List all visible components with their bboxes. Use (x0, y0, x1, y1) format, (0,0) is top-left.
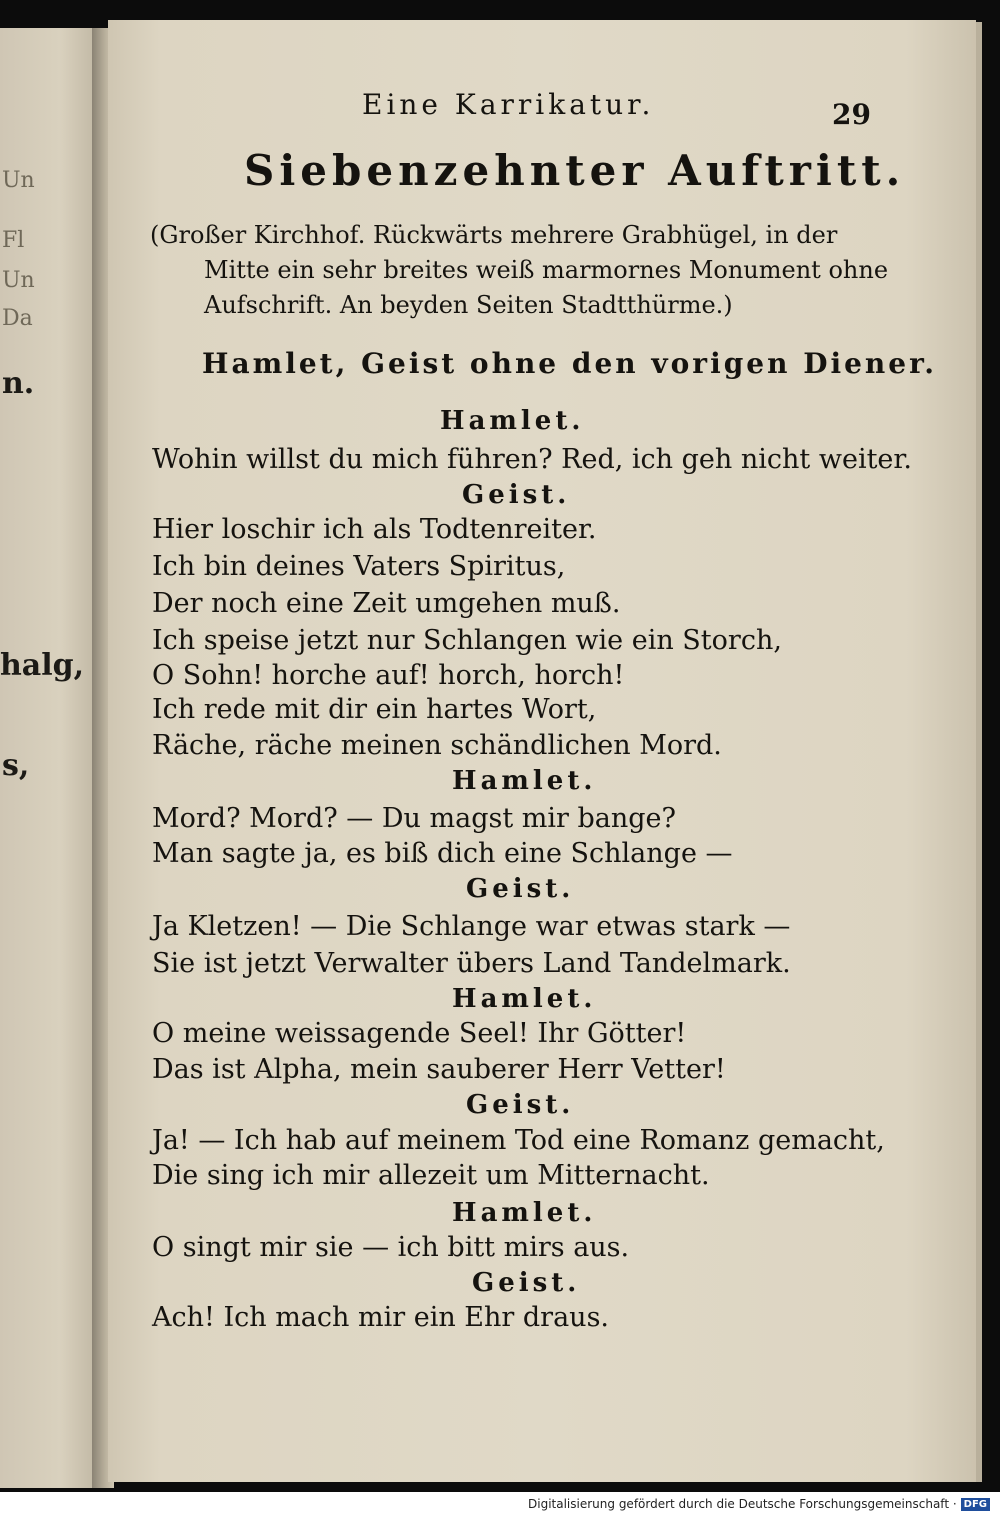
speaker-name: Geist. (466, 874, 575, 904)
stage-direction-line: Aufschrift. An beyden Seiten Stadtthürme.) (204, 291, 733, 319)
verse-line: Räche, räche meinen schändlichen Mord. (152, 730, 722, 761)
verse-line: Die sing ich mir allezeit um Mitternacht. (152, 1160, 710, 1191)
verse-line: Man sagte ja, es biß dich eine Schlange — (152, 838, 733, 869)
verse-line: Das ist Alpha, mein sauberer Herr Vetter! (152, 1054, 726, 1085)
speaker-name: Geist. (472, 1268, 581, 1298)
verse-line: Ich rede mit dir ein hartes Wort, (152, 694, 597, 725)
verse-line: Hier loschir ich als Todtenreiter. (152, 514, 597, 545)
left-page-fragment: Un (2, 268, 35, 293)
running-head: Eine Karrikatur. (362, 88, 655, 121)
stage-direction-line: Mitte ein sehr breites weiß marmornes Monument ohne (204, 256, 889, 284)
verse-line: Ja! — Ich hab auf meinem Tod eine Romanz gemacht, (152, 1125, 885, 1156)
digitization-footer (528, 1497, 990, 1511)
scene-title: Siebenzehnter Auftritt. (244, 146, 906, 195)
dfg-logo: DFG (961, 1498, 990, 1511)
speaker-name: Hamlet. (452, 984, 597, 1014)
verse-line: O singt mir sie — ich bitt mirs aus. (152, 1232, 630, 1263)
verse-line: Der noch eine Zeit umgehen muß. (152, 588, 621, 619)
speaker-name: Geist. (462, 480, 571, 510)
verse-line: Wohin willst du mich führen? Red, ich geh nicht weiter. (152, 444, 912, 475)
speaker-name: Hamlet. (452, 766, 597, 796)
left-page-edge (0, 28, 100, 1488)
verse-line: Ja Kletzen! — Die Schlange war etwas stark — (152, 911, 791, 942)
left-page-fragment: Da (2, 306, 33, 331)
left-page-fragment: halg, (0, 648, 85, 683)
page-number: 29 (832, 98, 871, 131)
speaker-name: Hamlet. (440, 406, 585, 436)
verse-line: O meine weissagende Seel! Ihr Götter! (152, 1018, 687, 1049)
verse-line: O Sohn! horche auf! horch, horch! (152, 660, 625, 691)
verse-line: Ich bin deines Vaters Spiritus, (152, 551, 566, 582)
stage-direction-line: (Großer Kirchhof. Rückwärts mehrere Grabhügel, in der (150, 221, 838, 249)
speaker-name: Hamlet. (452, 1198, 597, 1228)
speaker-name: Geist. (466, 1090, 575, 1120)
verse-line: Ach! Ich mach mir ein Ehr draus. (152, 1302, 610, 1333)
page-edge (976, 22, 982, 1482)
verse-line: Sie ist jetzt Verwalter übers Land Tandelmark. (152, 948, 791, 979)
character-list: Hamlet, Geist ohne den vorigen Diener. (202, 347, 938, 380)
left-page-fragment: s, (2, 748, 30, 783)
left-page-fragment: n. (2, 366, 35, 401)
verse-line: Ich speise jetzt nur Schlangen wie ein Storch, (152, 625, 782, 656)
left-page-fragment: Fl (2, 228, 25, 253)
left-page-fragment: Un (2, 168, 35, 193)
verse-line: Mord? Mord? — Du magst mir bange? (152, 803, 677, 834)
footer-text: Digitalisierung gefördert durch die Deutsche Forschungsgemeinschaft · (528, 1497, 957, 1511)
